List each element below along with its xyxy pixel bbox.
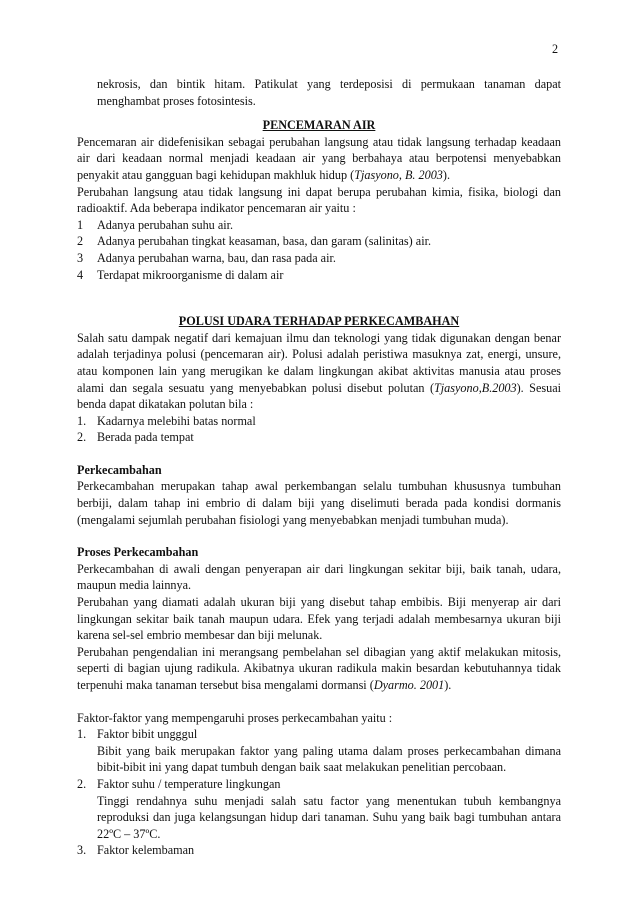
factors-intro: Faktor-faktor yang mempengaruhi proses perkecambahan yaitu : [77, 710, 393, 725]
section-title-germination: Perkecambahan [77, 462, 162, 477]
factor-title: Faktor suhu / temperature lingkungan [97, 776, 281, 791]
process-paragraph-2: Perubahan yang diamati adalah ukuran biji yang disebut tahap embibis. Biji menyerap air dari lingkungan sekitar baik tanah maupun udara. Efek yang terjadi adalah membesarnya ukuran biji karena sel-sel embrio membesar dan biji melunak. [77, 595, 561, 643]
water-indicator-list [77, 217, 561, 283]
factors-list [77, 726, 561, 859]
factor-title: Faktor bibit ungggul [97, 727, 198, 742]
list-item: 1. Kadarnya melebihi batas normal [77, 413, 256, 428]
section-title-water-pollution: PENCEMARAN AIR [262, 118, 376, 133]
pollutant-criteria-list [77, 413, 561, 446]
factor-description: Tinggi rendahnya suhu menjadi salah satu factor yang menentukan tubuh kembangnya reproduksi dan juga kelangsungan hidup dari tanaman. Suhu yang baik bagi tumbuhan antara 22ºC – 37ºC. [97, 793, 561, 841]
list-item: 3. Faktor kelembaman [77, 842, 561, 859]
list-item: 2 Adanya perubahan tingkat keasaman, basa, dan garam (salinitas) air. [77, 234, 432, 249]
citation: Dyarmo. 2001 [373, 678, 445, 692]
page-number: 2 [552, 42, 559, 56]
citation: Tjasyono,B.2003 [434, 380, 517, 395]
water-pollution-paragraph-2: Perubahan langsung atau tidak langsung ini dapat berupa perubahan kimia, fisika, biologi dan radioaktif. Ada beberapa indikator pencemaran air yaitu : [77, 184, 561, 216]
factor-title: Faktor kelembaman [97, 843, 195, 858]
process-paragraph-3: Perubahan pengendalian ini merangsang pembelahan sel dibagian yang aktif melakukan mitosis, seperti di bagian ujung radikula. Akibatnya ukuran radikula makin besardan kebutuhannya tidak terpenuhi maka tanaman tersebut bisa mengalami dormansi (Dyarmo. 2001). [77, 644, 561, 692]
germination-paragraph: Perkecambahan merupakan tahap awal perkembangan selalu tumbuhan khususnya tumbuhan berbiji, dalam tahap ini embrio di dalam biji yang diselimuti berada pada kondisi dormanis (mengalami sejumlah perubahan fisiologi yang menyebabkan menjadi tumbuhan muda). [77, 479, 561, 527]
list-item: 2. Berada pada tempat [77, 430, 194, 445]
section-title-air-pollution: POLUSI UDARA TERHADAP PERKECAMBAHAN [178, 314, 460, 329]
list-item: 4 Terdapat mikroorganisme di dalam air [77, 267, 284, 282]
air-pollution-paragraph: Salah satu dampak negatif dari kemajuan ilmu dan teknologi yang tidak digunakan dengan benar adalah terjadinya polusi (pencemaran air). Polusi adalah peristiwa masuknya zat, energi, unsure, atau komponen lain yang merugikan ke dalam lingkungan akibat aktivitas manusia atau proses alami dan segala sesuatu yang menyebabkan polusi disebut polutan (Tjasyono,B.2003). Sesuai benda dapat dikatakan polutan bila : [77, 330, 561, 412]
list-item: 1. Faktor bibit ungggul Bibit yang baik merupakan faktor yang paling utama dalam proses perkecambahan dimana bibit-bibit ini yang dapat tumbuh dengan baik saat melakukan penelitian percobaan. [77, 727, 561, 775]
process-paragraph-1: Perkecambahan di awali dengan penyerapan air dari lingkungan sekitar biji, baik tanah, udara, maupun media lainnya. [77, 561, 561, 593]
water-pollution-paragraph-1: Pencemaran air didefenisikan sebagai perubahan langsung atau tidak langsung terhadap keadaan air dari keadaan normal menjadi keadaan air yang berbahaya atau berpotensi menyebabkan penyakit atau gangguan bagi kehidupan makhluk hidup (Tjasyono, B. 2003). [77, 134, 561, 182]
document-body [77, 76, 561, 859]
list-item: 2. Faktor suhu / temperature lingkungan Tinggi rendahnya suhu menjadi salah satu factor yang menentukan tubuh kembangnya reproduksi dan juga kelangsungan hidup dari tanaman. Suhu yang baik bagi tumbuhan antara 22ºC – 37ºC. [77, 776, 561, 841]
intro-paragraph: nekrosis, dan bintik hitam. Patikulat yang terdeposisi di permukaan tanaman dapat menghambat proses fotosintesis. [97, 77, 561, 108]
list-item: 1 Adanya perubahan suhu air. [77, 217, 234, 232]
citation: Tjasyono, B. 2003 [354, 167, 443, 182]
section-title-germination-process: Proses Perkecambahan [77, 545, 199, 560]
list-item: 3 Adanya perubahan warna, bau, dan rasa pada air. [77, 250, 336, 265]
factor-description: Bibit yang baik merupakan faktor yang paling utama dalam proses perkecambahan dimana bibit-bibit ini yang dapat tumbuh dengan baik saat melakukan penelitian percobaan. [97, 743, 561, 775]
